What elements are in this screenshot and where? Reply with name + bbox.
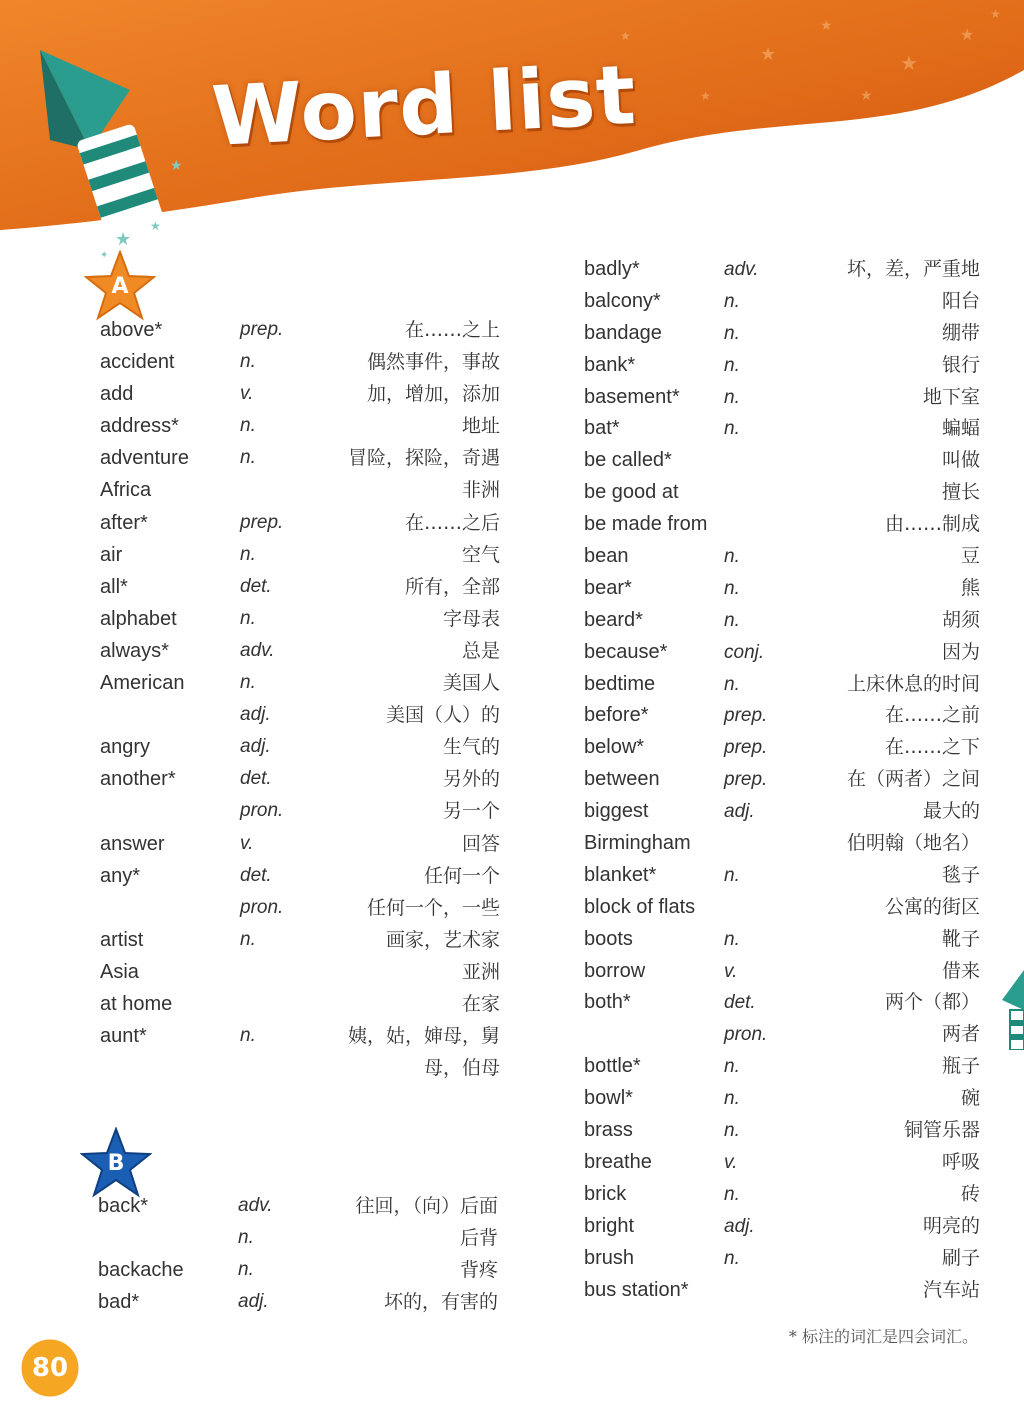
entry-meaning: 最大的 bbox=[922, 800, 980, 823]
entry-part-of-speech: adj. bbox=[724, 801, 755, 823]
word-entry bbox=[100, 860, 500, 892]
entry-meaning: 银行 bbox=[941, 353, 980, 376]
entry-word: both* bbox=[584, 991, 631, 1014]
entry-word: bat* bbox=[584, 417, 620, 440]
entry-meaning: 字母表 bbox=[442, 607, 500, 630]
svg-text:★: ★ bbox=[115, 229, 132, 250]
word-entry bbox=[584, 541, 980, 573]
entry-meaning: 另外的 bbox=[442, 768, 500, 791]
word-entry bbox=[584, 669, 980, 701]
word-entry bbox=[584, 764, 980, 796]
word-entry bbox=[584, 413, 980, 445]
word-entry bbox=[100, 763, 500, 795]
word-entry bbox=[100, 1020, 500, 1084]
entry-meaning: 呼吸 bbox=[941, 1150, 980, 1173]
entry-part-of-speech: n. bbox=[724, 609, 740, 631]
svg-text:★: ★ bbox=[820, 18, 833, 34]
svg-text:★: ★ bbox=[150, 219, 161, 233]
entry-word: brick bbox=[584, 1182, 627, 1205]
entry-word: borrow bbox=[584, 959, 646, 982]
entry-meaning: 地下室 bbox=[922, 385, 980, 408]
entry-word: brush bbox=[584, 1246, 635, 1269]
entry-word: breathe bbox=[584, 1150, 652, 1173]
entry-word: bandage bbox=[584, 321, 662, 344]
entry-word: above* bbox=[100, 319, 163, 341]
entry-word: artist bbox=[100, 928, 144, 951]
entry-part-of-speech: n. bbox=[724, 1183, 740, 1205]
entry-part-of-speech: adv. bbox=[724, 259, 759, 280]
entry-meaning: 叫做 bbox=[941, 449, 980, 472]
entry-word: alphabet bbox=[100, 607, 177, 630]
word-entry bbox=[100, 956, 500, 988]
entry-part-of-speech: pron. bbox=[240, 800, 284, 822]
entry-part-of-speech: adv. bbox=[240, 639, 275, 661]
word-list-column-b-left bbox=[98, 1190, 498, 1318]
entry-part-of-speech: prep. bbox=[240, 319, 284, 340]
word-entry bbox=[100, 924, 500, 956]
entry-word: badly* bbox=[584, 258, 640, 280]
entry-meaning: 空气 bbox=[461, 543, 500, 566]
word-entry bbox=[100, 507, 500, 539]
entry-part-of-speech: det. bbox=[240, 575, 272, 597]
page-number-badge bbox=[16, 1334, 84, 1402]
entry-meaning: 任何一个，一些 bbox=[366, 896, 500, 919]
entry-word: bedtime bbox=[584, 672, 656, 695]
word-entry bbox=[100, 603, 500, 635]
entry-part-of-speech: n. bbox=[240, 543, 256, 565]
entry-word: boots bbox=[584, 927, 633, 950]
entry-word: balcony* bbox=[584, 289, 661, 312]
entry-meaning: 熊 bbox=[960, 576, 980, 599]
word-entry bbox=[98, 1222, 498, 1254]
word-entry bbox=[100, 988, 500, 1020]
entry-word: bear* bbox=[584, 576, 632, 599]
entry-part-of-speech: n. bbox=[724, 673, 740, 695]
entry-part-of-speech: prep. bbox=[724, 769, 768, 791]
entry-meaning: 明亮的 bbox=[922, 1214, 980, 1237]
entry-meaning: 蝙蝠 bbox=[941, 417, 980, 440]
word-entry bbox=[100, 314, 500, 346]
entry-meaning: 冒险，探险，奇遇 bbox=[347, 447, 500, 470]
entry-word: because* bbox=[584, 640, 668, 663]
word-entry bbox=[100, 667, 500, 699]
entry-part-of-speech: n. bbox=[724, 1120, 740, 1142]
entry-word: backache bbox=[98, 1259, 184, 1282]
entry-word: air bbox=[100, 543, 123, 566]
entry-word: accident bbox=[100, 351, 175, 374]
entry-meaning: 瓶子 bbox=[941, 1055, 980, 1078]
entry-part-of-speech: n. bbox=[240, 607, 256, 629]
entry-word: bottle* bbox=[584, 1055, 641, 1078]
entry-meaning: 靴子 bbox=[941, 927, 980, 950]
word-entry bbox=[100, 795, 500, 827]
entry-word: bank* bbox=[584, 353, 636, 376]
entry-part-of-speech: pron. bbox=[724, 1024, 768, 1046]
entry-part-of-speech: adj. bbox=[238, 1291, 269, 1313]
word-entry bbox=[584, 1147, 980, 1179]
entry-part-of-speech: n. bbox=[724, 1056, 740, 1078]
entry-meaning: 上床休息的时间 bbox=[846, 672, 980, 695]
entry-word: be called* bbox=[584, 449, 672, 472]
svg-text:✦: ✦ bbox=[100, 250, 109, 260]
word-entry bbox=[584, 1243, 980, 1275]
word-entry bbox=[584, 796, 980, 828]
entry-meaning: 另一个 bbox=[442, 800, 500, 823]
word-entry bbox=[584, 860, 980, 892]
entry-part-of-speech: n. bbox=[724, 1088, 740, 1110]
entry-word: Birmingham bbox=[584, 832, 691, 855]
word-entry bbox=[98, 1190, 498, 1222]
entry-meaning: 在……之后 bbox=[404, 511, 500, 534]
entry-meaning: 胡须 bbox=[941, 608, 980, 631]
footnote: * 标注的词汇是四会词汇。 bbox=[788, 1327, 978, 1346]
entry-part-of-speech: conj. bbox=[724, 641, 765, 663]
entry-part-of-speech: n. bbox=[724, 1247, 740, 1269]
entry-part-of-speech: adj. bbox=[240, 736, 271, 758]
rocket-icon bbox=[20, 30, 230, 260]
entry-meaning: 毯子 bbox=[941, 863, 980, 886]
entry-word: below* bbox=[584, 736, 645, 759]
entry-word: before* bbox=[584, 704, 649, 727]
word-entry bbox=[584, 445, 980, 477]
word-entry bbox=[98, 1254, 498, 1286]
entry-word: biggest bbox=[584, 800, 649, 823]
entry-meaning: 在家 bbox=[461, 992, 500, 1015]
entry-part-of-speech: v. bbox=[724, 960, 738, 982]
word-entry bbox=[100, 892, 500, 924]
entry-meaning: 砖 bbox=[960, 1182, 980, 1205]
entry-meaning: 偶然事件，事故 bbox=[366, 351, 500, 374]
entry-meaning: 伯明翰（地名） bbox=[846, 832, 980, 855]
svg-text:★: ★ bbox=[620, 29, 631, 43]
entry-part-of-speech: v. bbox=[240, 832, 254, 854]
entry-word: back* bbox=[98, 1195, 149, 1217]
svg-text:★: ★ bbox=[900, 51, 918, 75]
entry-word: bad* bbox=[98, 1291, 140, 1314]
entry-part-of-speech: n. bbox=[240, 928, 256, 950]
word-entry bbox=[584, 1083, 980, 1115]
entry-meaning: 回答 bbox=[461, 832, 500, 855]
entry-part-of-speech: n. bbox=[240, 415, 256, 437]
word-entry bbox=[584, 382, 980, 414]
entry-meaning: 所有，全部 bbox=[404, 575, 500, 598]
entry-meaning: 碗 bbox=[960, 1087, 980, 1110]
word-entry bbox=[100, 828, 500, 860]
word-entry bbox=[584, 1211, 980, 1243]
section-a-badge bbox=[84, 250, 156, 322]
entry-meaning: 在……之下 bbox=[884, 736, 980, 759]
entry-part-of-speech: prep. bbox=[724, 737, 768, 759]
entry-meaning: 亚洲 bbox=[461, 960, 500, 983]
entry-meaning: 姨，姑，婶母，舅母，伯母 bbox=[347, 1025, 500, 1080]
entry-word: bowl* bbox=[584, 1087, 633, 1110]
entry-part-of-speech: n. bbox=[724, 418, 740, 440]
entry-meaning: 加，增加，添加 bbox=[366, 383, 500, 406]
word-entry bbox=[100, 442, 500, 474]
word-entry bbox=[100, 378, 500, 410]
entry-word: answer bbox=[100, 832, 165, 855]
entry-part-of-speech: det. bbox=[240, 768, 272, 790]
entry-word: after* bbox=[100, 511, 148, 534]
entry-word: brass bbox=[584, 1119, 633, 1142]
svg-text:★: ★ bbox=[760, 44, 777, 65]
entry-part-of-speech: det. bbox=[240, 864, 272, 886]
entry-meaning: 汽车站 bbox=[922, 1278, 980, 1301]
word-entry bbox=[100, 346, 500, 378]
section-a-letter: A bbox=[111, 273, 129, 299]
svg-text:★: ★ bbox=[860, 88, 873, 104]
word-entry bbox=[584, 987, 980, 1019]
entry-word: American bbox=[100, 672, 185, 695]
word-entry bbox=[584, 1275, 980, 1307]
word-entry bbox=[584, 956, 980, 988]
word-entry bbox=[584, 1179, 980, 1211]
svg-text:★: ★ bbox=[700, 89, 711, 103]
word-entry bbox=[584, 828, 980, 860]
entry-word: Asia bbox=[100, 960, 139, 983]
entry-part-of-speech: n. bbox=[238, 1227, 254, 1249]
entry-meaning: 美国（人）的 bbox=[385, 704, 500, 727]
entry-meaning: 任何一个 bbox=[423, 864, 500, 887]
entry-meaning: 两者 bbox=[941, 1023, 980, 1046]
entry-word: add bbox=[100, 383, 134, 406]
entry-part-of-speech: adj. bbox=[240, 704, 271, 726]
entry-word: another* bbox=[100, 768, 176, 791]
entry-word: basement* bbox=[584, 385, 680, 408]
word-entry bbox=[584, 254, 980, 286]
word-entry bbox=[584, 1019, 980, 1051]
entry-part-of-speech: n. bbox=[724, 546, 740, 568]
svg-text:★: ★ bbox=[990, 7, 1001, 21]
entry-part-of-speech: n. bbox=[240, 447, 256, 469]
entry-meaning: 画家，艺术家 bbox=[385, 928, 500, 951]
entry-word: be made from bbox=[584, 513, 708, 536]
word-entry bbox=[584, 573, 980, 605]
entry-meaning: 铜管乐器 bbox=[903, 1119, 980, 1142]
entry-part-of-speech: n. bbox=[724, 354, 740, 376]
entry-word: at home bbox=[100, 992, 173, 1015]
word-entry bbox=[584, 286, 980, 318]
entry-word: any* bbox=[100, 864, 141, 887]
word-entry bbox=[584, 509, 980, 541]
entry-part-of-speech: n. bbox=[724, 322, 740, 344]
entry-part-of-speech: n. bbox=[240, 351, 256, 373]
entry-meaning: 美国人 bbox=[442, 672, 500, 695]
entry-word: beard* bbox=[584, 608, 643, 631]
entry-meaning: 因为 bbox=[941, 640, 980, 663]
word-entry bbox=[584, 1051, 980, 1083]
section-b-letter: B bbox=[107, 1150, 125, 1176]
word-entry bbox=[584, 605, 980, 637]
entry-meaning: 在（两者）之间 bbox=[846, 768, 980, 791]
entry-part-of-speech: n. bbox=[240, 1025, 256, 1047]
entry-word: always* bbox=[100, 639, 169, 662]
entry-word: adventure bbox=[100, 447, 189, 470]
word-entry bbox=[584, 700, 980, 732]
word-entry bbox=[584, 924, 980, 956]
entry-meaning: 在……之前 bbox=[884, 704, 980, 727]
entry-meaning: 生气的 bbox=[442, 736, 500, 759]
entry-part-of-speech: adj. bbox=[724, 1215, 755, 1237]
entry-part-of-speech: adv. bbox=[238, 1195, 273, 1216]
entry-part-of-speech: n. bbox=[240, 672, 256, 694]
page-title: Word list bbox=[209, 47, 639, 165]
entry-word: all* bbox=[100, 575, 128, 598]
word-entry bbox=[100, 474, 500, 506]
word-entry bbox=[100, 539, 500, 571]
entry-meaning: 两个（都） bbox=[884, 991, 980, 1014]
entry-word: bright bbox=[584, 1214, 635, 1237]
entry-word: between bbox=[584, 768, 660, 791]
entry-meaning: 总是 bbox=[461, 639, 500, 662]
entry-part-of-speech: n. bbox=[724, 864, 740, 886]
entry-part-of-speech: pron. bbox=[240, 896, 284, 918]
entry-meaning: 刷子 bbox=[941, 1246, 980, 1269]
entry-part-of-speech: prep. bbox=[240, 511, 284, 533]
page-number: 80 bbox=[31, 1353, 69, 1383]
entry-part-of-speech: n. bbox=[238, 1259, 254, 1281]
entry-meaning: 背疼 bbox=[459, 1259, 498, 1282]
entry-part-of-speech: v. bbox=[240, 383, 254, 405]
word-entry bbox=[100, 699, 500, 731]
word-entry bbox=[100, 410, 500, 442]
word-entry bbox=[584, 1115, 980, 1147]
entry-meaning: 阳台 bbox=[941, 289, 980, 312]
entry-word: bus station* bbox=[584, 1278, 689, 1301]
word-list-column-b-right bbox=[584, 254, 980, 1306]
entry-meaning: 由……制成 bbox=[884, 513, 980, 536]
entry-word: angry bbox=[100, 736, 151, 759]
entry-meaning: 公寓的街区 bbox=[884, 895, 980, 918]
entry-word: address* bbox=[100, 415, 179, 438]
svg-text:★: ★ bbox=[960, 25, 975, 44]
rocket-edge-icon bbox=[992, 970, 1024, 1050]
entry-meaning: 非洲 bbox=[461, 479, 500, 502]
entry-meaning: 擅长 bbox=[941, 481, 980, 504]
section-b-badge bbox=[80, 1127, 152, 1199]
entry-word: be good at bbox=[584, 481, 679, 504]
word-list-column-a bbox=[100, 314, 500, 1084]
entry-meaning: 后背 bbox=[459, 1227, 498, 1250]
entry-part-of-speech: n. bbox=[724, 928, 740, 950]
entry-meaning: 坏的，有害的 bbox=[383, 1291, 498, 1314]
entry-word: Africa bbox=[100, 479, 152, 502]
word-entry bbox=[584, 477, 980, 509]
entry-part-of-speech: n. bbox=[724, 577, 740, 599]
entry-meaning: 绷带 bbox=[941, 321, 980, 344]
entry-word: blanket* bbox=[584, 863, 657, 886]
word-entry bbox=[100, 731, 500, 763]
entry-meaning: 借来 bbox=[941, 959, 980, 982]
entry-part-of-speech: n. bbox=[724, 386, 740, 408]
word-entry bbox=[584, 892, 980, 924]
entry-part-of-speech: det. bbox=[724, 992, 756, 1014]
entry-word: bean bbox=[584, 545, 629, 568]
entry-meaning: 豆 bbox=[960, 545, 980, 568]
entry-word: block of flats bbox=[584, 895, 696, 918]
entry-part-of-speech: v. bbox=[724, 1151, 738, 1173]
entry-meaning: 在……之上 bbox=[404, 319, 500, 341]
svg-text:★: ★ bbox=[170, 158, 183, 174]
word-entry bbox=[98, 1286, 498, 1318]
word-entry bbox=[100, 571, 500, 603]
word-entry bbox=[584, 732, 980, 764]
word-entry bbox=[584, 350, 980, 382]
entry-meaning: 往回，（向）后面 bbox=[355, 1195, 498, 1217]
word-entry bbox=[584, 637, 980, 669]
word-entry bbox=[584, 318, 980, 350]
entry-word: aunt* bbox=[100, 1025, 147, 1048]
word-entry bbox=[100, 635, 500, 667]
entry-part-of-speech: prep. bbox=[724, 705, 768, 727]
entry-meaning: 坏，差，严重地 bbox=[846, 258, 980, 280]
entry-meaning: 地址 bbox=[461, 415, 500, 438]
entry-part-of-speech: n. bbox=[724, 290, 740, 312]
